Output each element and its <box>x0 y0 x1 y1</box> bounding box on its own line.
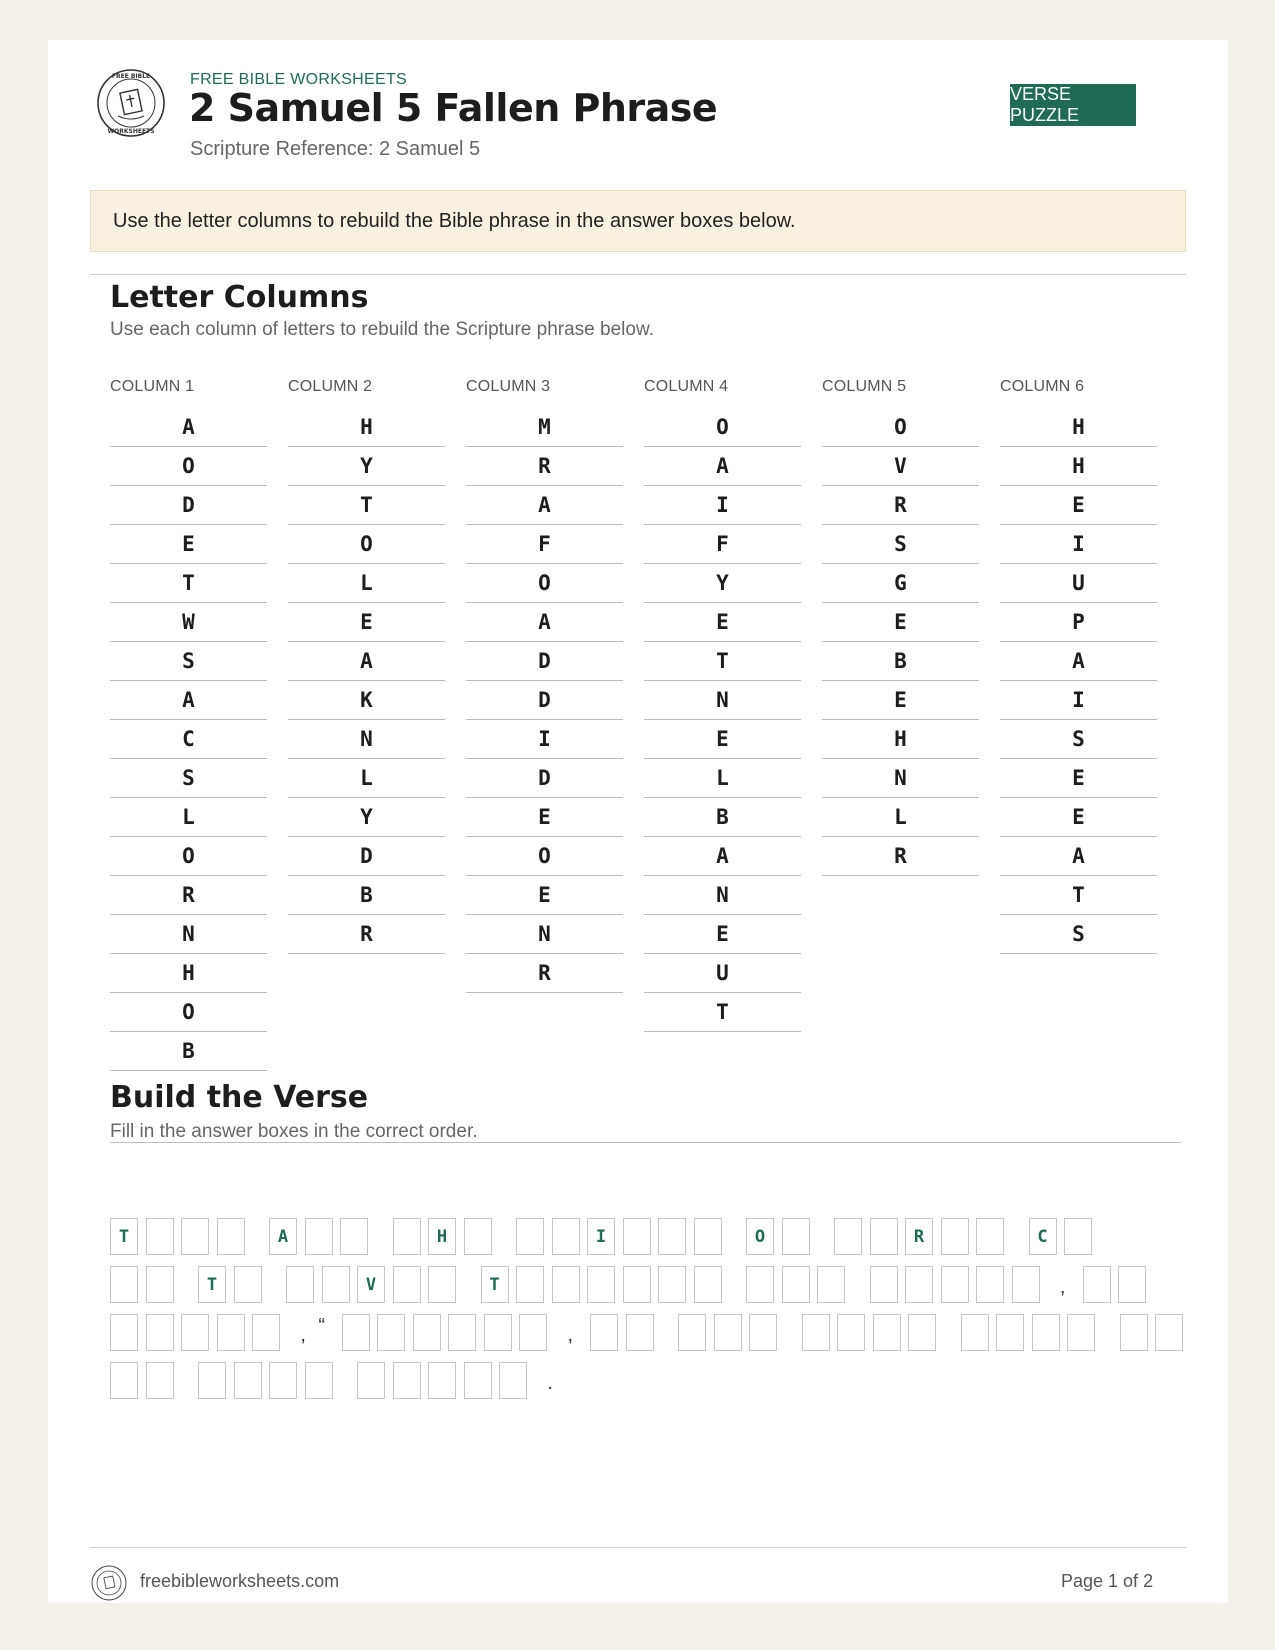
answer-box[interactable] <box>181 1314 209 1351</box>
letter-column-5 <box>822 378 979 876</box>
worksheet-page <box>48 40 1228 1603</box>
answer-box[interactable] <box>870 1266 898 1303</box>
letter-columns-heading: Letter Columns <box>110 280 369 315</box>
column-letter: E <box>466 798 623 837</box>
column-label: COLUMN 1 <box>110 378 195 395</box>
column-letter: A <box>644 837 801 876</box>
answer-box[interactable] <box>340 1218 368 1255</box>
column-letter: N <box>644 876 801 915</box>
column-letter: D <box>466 759 623 798</box>
answer-box[interactable] <box>428 1266 456 1303</box>
column-letter: E <box>644 603 801 642</box>
answer-box[interactable] <box>587 1266 615 1303</box>
answer-box-hint[interactable]: O <box>746 1218 774 1255</box>
letter-column-2 <box>288 378 445 954</box>
answer-box[interactable] <box>146 1218 174 1255</box>
answer-box[interactable] <box>1067 1314 1095 1351</box>
answer-box[interactable] <box>623 1218 651 1255</box>
column-letter: A <box>288 642 445 681</box>
column-letter: L <box>822 798 979 837</box>
column-label: COLUMN 6 <box>1000 378 1085 395</box>
column-letter: N <box>822 759 979 798</box>
column-letter: D <box>466 642 623 681</box>
column-letter: N <box>110 915 267 954</box>
letter-column-4 <box>644 378 801 1032</box>
letter-column-6 <box>1000 378 1157 954</box>
column-letter: S <box>1000 720 1157 759</box>
answer-box[interactable] <box>464 1218 492 1255</box>
letter-column-3 <box>466 378 623 993</box>
punctuation-mark: , <box>300 1324 306 1346</box>
answer-box[interactable] <box>484 1314 512 1351</box>
column-letter: Y <box>288 447 445 486</box>
column-letter: O <box>288 525 445 564</box>
answer-box[interactable] <box>817 1266 845 1303</box>
column-letter: E <box>822 603 979 642</box>
answer-box[interactable] <box>448 1314 476 1351</box>
answer-box-hint[interactable]: H <box>428 1218 456 1255</box>
answer-box-hint[interactable]: I <box>587 1218 615 1255</box>
free-bible-worksheets-logo <box>96 68 166 138</box>
column-letter: O <box>110 993 267 1032</box>
punctuation-mark: . <box>547 1372 553 1394</box>
column-letter: E <box>1000 486 1157 525</box>
column-letter: N <box>466 915 623 954</box>
column-letter: A <box>110 681 267 720</box>
page-title: 2 Samuel 5 Fallen Phrase <box>189 86 718 130</box>
punctuation-mark: , <box>567 1324 574 1346</box>
column-letter: U <box>1000 564 1157 603</box>
answer-box-hint[interactable]: T <box>198 1266 226 1303</box>
column-letter: R <box>822 486 979 525</box>
column-letter: A <box>644 447 801 486</box>
column-letter: S <box>110 759 267 798</box>
svg-text:FREE BIBLE: FREE BIBLE <box>111 73 151 80</box>
column-letter: O <box>466 564 623 603</box>
column-letter: I <box>466 720 623 759</box>
answer-box[interactable] <box>714 1314 742 1351</box>
column-letter: S <box>110 642 267 681</box>
column-letter: R <box>822 837 979 876</box>
answer-box[interactable] <box>393 1362 421 1399</box>
answer-box[interactable] <box>1120 1314 1148 1351</box>
footer-divider <box>90 1547 1186 1548</box>
answer-box[interactable] <box>552 1218 580 1255</box>
instructions-text: Use the letter columns to rebuild the Bible phrase in the answer boxes below. <box>113 209 796 232</box>
page-number: Page 1 of 2 <box>1061 1571 1154 1591</box>
answer-box[interactable] <box>694 1266 722 1303</box>
site-kicker: FREE BIBLE WORKSHEETS <box>190 71 408 88</box>
column-letter: A <box>466 486 623 525</box>
column-letter: P <box>1000 603 1157 642</box>
answer-box[interactable] <box>961 1314 989 1351</box>
column-letter: S <box>822 525 979 564</box>
answer-box[interactable] <box>678 1314 706 1351</box>
answer-line <box>110 1314 1190 1352</box>
answer-box[interactable] <box>146 1314 174 1351</box>
column-letter: H <box>288 408 445 447</box>
column-letter: I <box>1000 525 1157 564</box>
column-letter: R <box>466 954 623 993</box>
punctuation-mark: , <box>1059 1276 1066 1298</box>
answer-box[interactable] <box>377 1314 405 1351</box>
answer-box[interactable] <box>413 1314 441 1351</box>
footer-logo <box>91 1565 127 1601</box>
build-verse-heading: Build the Verse <box>110 1080 369 1115</box>
answer-box[interactable] <box>516 1218 544 1255</box>
column-letter: A <box>1000 837 1157 876</box>
column-letter: G <box>822 564 979 603</box>
column-letter: H <box>1000 447 1157 486</box>
answer-box[interactable] <box>749 1314 777 1351</box>
column-letter: N <box>644 681 801 720</box>
punctuation-mark: “ <box>318 1315 326 1337</box>
answer-box[interactable] <box>941 1218 969 1255</box>
answer-box[interactable] <box>908 1314 936 1351</box>
answer-box[interactable] <box>746 1266 774 1303</box>
column-letter: F <box>644 525 801 564</box>
answer-box[interactable] <box>694 1218 722 1255</box>
column-letter: K <box>288 681 445 720</box>
answer-box-hint[interactable]: R <box>905 1218 933 1255</box>
column-letter: B <box>110 1032 267 1071</box>
answer-box-hint[interactable]: T <box>110 1218 138 1255</box>
column-letter: A <box>1000 642 1157 681</box>
column-letter: O <box>644 408 801 447</box>
answer-box[interactable] <box>658 1266 686 1303</box>
answer-box[interactable] <box>342 1314 370 1351</box>
column-letter: L <box>288 759 445 798</box>
column-letter: H <box>110 954 267 993</box>
column-letter: B <box>288 876 445 915</box>
column-letter: T <box>644 993 801 1032</box>
column-letter: B <box>822 642 979 681</box>
column-letter: O <box>110 837 267 876</box>
column-letter: O <box>110 447 267 486</box>
answer-box[interactable] <box>428 1362 456 1399</box>
svg-text:WORKSHEETS: WORKSHEETS <box>107 128 155 135</box>
column-letter: R <box>288 915 445 954</box>
answer-box[interactable] <box>305 1362 333 1399</box>
answer-box[interactable] <box>837 1314 865 1351</box>
answer-box[interactable] <box>198 1362 226 1399</box>
answer-box[interactable] <box>782 1218 810 1255</box>
answer-box[interactable] <box>1118 1266 1146 1303</box>
column-letter: Y <box>288 798 445 837</box>
column-letter: V <box>822 447 979 486</box>
answer-box[interactable] <box>499 1362 527 1399</box>
column-letter: D <box>288 837 445 876</box>
answer-box[interactable] <box>626 1314 654 1351</box>
column-letter: B <box>644 798 801 837</box>
column-letter: O <box>466 837 623 876</box>
column-label: COLUMN 2 <box>288 378 373 395</box>
column-letter: D <box>466 681 623 720</box>
column-letter: E <box>644 720 801 759</box>
answer-box[interactable] <box>393 1266 421 1303</box>
column-letter: E <box>110 525 267 564</box>
column-letter: E <box>644 915 801 954</box>
answer-line <box>110 1266 1190 1304</box>
answer-line <box>110 1218 1190 1256</box>
answer-box[interactable] <box>146 1266 174 1303</box>
scripture-reference: Scripture Reference: 2 Samuel 5 <box>190 138 481 160</box>
answer-box[interactable] <box>941 1266 969 1303</box>
answer-box[interactable] <box>1083 1266 1111 1303</box>
column-letter: M <box>466 408 623 447</box>
column-letter: T <box>110 564 267 603</box>
column-letter: W <box>110 603 267 642</box>
instructions-box <box>90 190 1186 252</box>
answer-box[interactable] <box>234 1362 262 1399</box>
column-letter: L <box>110 798 267 837</box>
divider <box>90 274 1186 275</box>
answer-box[interactable] <box>286 1266 314 1303</box>
answer-box[interactable] <box>976 1266 1004 1303</box>
column-letter: E <box>1000 759 1157 798</box>
column-letter: E <box>466 876 623 915</box>
column-letter: C <box>110 720 267 759</box>
answer-box-hint[interactable]: A <box>269 1218 297 1255</box>
column-letter: R <box>466 447 623 486</box>
answer-box[interactable] <box>802 1314 830 1351</box>
column-letter: H <box>1000 408 1157 447</box>
column-letter: S <box>1000 915 1157 954</box>
column-letter: E <box>822 681 979 720</box>
build-verse-description: Fill in the answer boxes in the correct order. <box>110 1121 478 1142</box>
column-letter: E <box>1000 798 1157 837</box>
answer-box[interactable] <box>181 1218 209 1255</box>
column-letter: U <box>644 954 801 993</box>
column-letter: R <box>110 876 267 915</box>
column-letter: I <box>1000 681 1157 720</box>
answer-box[interactable] <box>1012 1266 1040 1303</box>
answer-box[interactable] <box>905 1266 933 1303</box>
answer-box[interactable] <box>322 1266 350 1303</box>
answer-box[interactable] <box>996 1314 1024 1351</box>
answer-box[interactable] <box>217 1218 245 1255</box>
column-letter: T <box>288 486 445 525</box>
verse-puzzle-badge: VERSE PUZZLE <box>1010 84 1136 126</box>
answer-box[interactable] <box>976 1218 1004 1255</box>
answer-box[interactable] <box>234 1266 262 1303</box>
answer-box[interactable] <box>623 1266 651 1303</box>
column-letter: I <box>644 486 801 525</box>
answer-box[interactable] <box>110 1362 138 1399</box>
answer-box[interactable] <box>519 1314 547 1351</box>
answer-boxes <box>110 1218 1190 1418</box>
answer-box[interactable] <box>834 1218 862 1255</box>
answer-box[interactable] <box>658 1218 686 1255</box>
column-letter: H <box>822 720 979 759</box>
answer-box[interactable] <box>110 1314 138 1351</box>
column-letter: E <box>288 603 445 642</box>
answer-box[interactable] <box>516 1266 544 1303</box>
column-letter: T <box>644 642 801 681</box>
column-letter: L <box>644 759 801 798</box>
column-letter: Y <box>644 564 801 603</box>
footer-site: freebibleworksheets.com <box>140 1571 340 1591</box>
answer-box[interactable] <box>552 1266 580 1303</box>
column-letter: L <box>288 564 445 603</box>
column-letter: A <box>110 408 267 447</box>
answer-box[interactable] <box>590 1314 618 1351</box>
answer-box[interactable] <box>393 1218 421 1255</box>
answer-box[interactable] <box>305 1218 333 1255</box>
answer-box[interactable] <box>357 1362 385 1399</box>
answer-box[interactable] <box>217 1314 245 1351</box>
answer-box[interactable] <box>110 1266 138 1303</box>
column-label: COLUMN 5 <box>822 378 907 395</box>
column-letter: O <box>822 408 979 447</box>
column-letter: N <box>288 720 445 759</box>
column-label: COLUMN 4 <box>644 378 729 395</box>
answer-line <box>110 1362 1190 1400</box>
answer-box[interactable] <box>1155 1314 1183 1351</box>
answer-box[interactable] <box>146 1362 174 1399</box>
answer-box[interactable] <box>782 1266 810 1303</box>
column-letter: A <box>466 603 623 642</box>
answer-box[interactable] <box>870 1218 898 1255</box>
answer-box[interactable] <box>252 1314 280 1351</box>
column-letter: T <box>1000 876 1157 915</box>
answer-box-hint[interactable]: T <box>481 1266 509 1303</box>
answer-box-hint[interactable]: V <box>357 1266 385 1303</box>
column-letter: D <box>110 486 267 525</box>
letter-columns-grid <box>110 378 1150 1078</box>
column-letter: F <box>466 525 623 564</box>
answer-box-hint[interactable]: C <box>1029 1218 1057 1255</box>
answer-box[interactable] <box>1064 1218 1092 1255</box>
letter-column-1 <box>110 378 267 1071</box>
answer-box[interactable] <box>1032 1314 1060 1351</box>
answer-box[interactable] <box>464 1362 492 1399</box>
letter-columns-description: Use each column of letters to rebuild the Scripture phrase below. <box>110 319 654 340</box>
column-label: COLUMN 3 <box>466 378 551 395</box>
answer-box[interactable] <box>269 1362 297 1399</box>
answer-box[interactable] <box>873 1314 901 1351</box>
